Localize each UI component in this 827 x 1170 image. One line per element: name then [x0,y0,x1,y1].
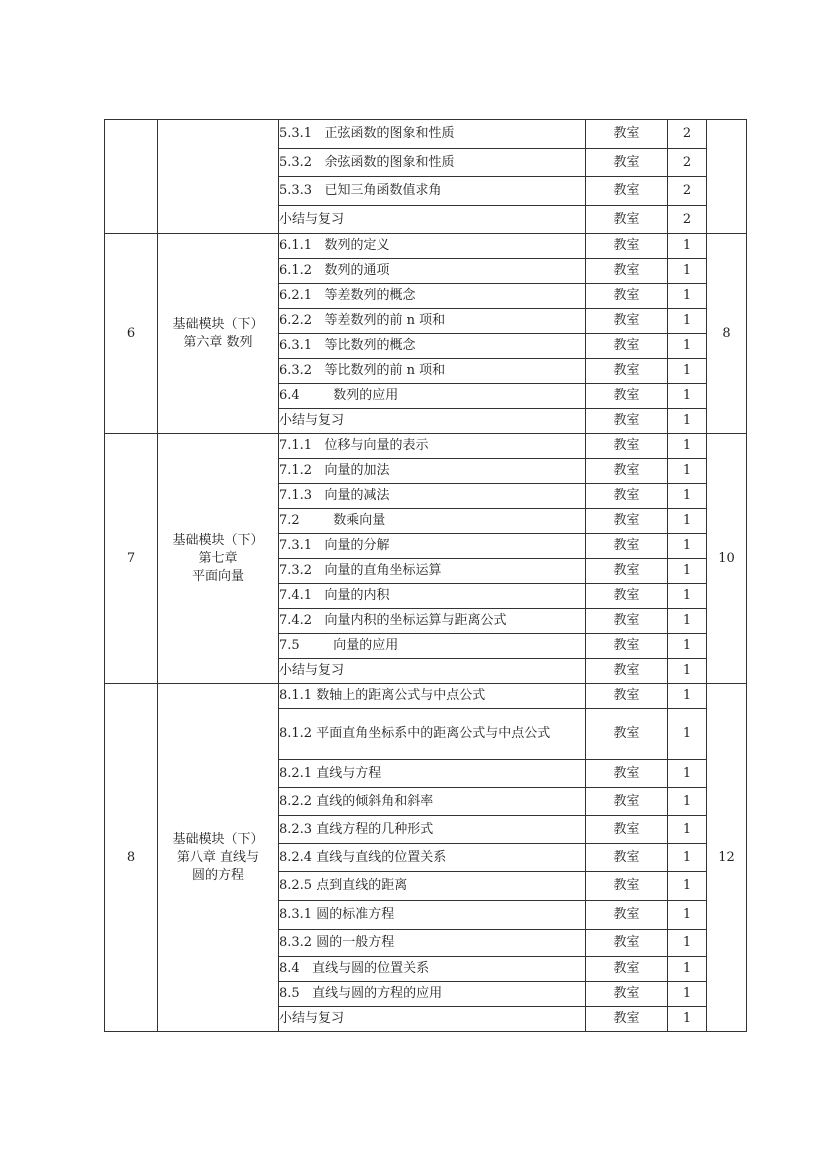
unit-line: 基础模块（下） [172,316,264,332]
place-cell: 教室 [586,534,668,559]
hours-cell: 1 [668,709,707,760]
lesson-cell [279,930,586,957]
lesson-cell [279,659,586,684]
unit-line: 第八章 直线与 [176,849,260,865]
lesson-cell [279,149,586,177]
lesson-code: 6.3.1 [279,338,313,353]
lesson-code: 7.1.2 [279,463,313,478]
place-cell: 教室 [586,816,668,844]
place-cell: 教室 [586,434,668,459]
unit-cell [158,234,279,434]
lesson-cell [279,206,586,234]
lesson-cell [279,844,586,872]
lesson-code: 8.2.2 [279,793,313,809]
lesson-title: 点到直线的距离 [316,878,408,893]
hours-cell: 1 [668,760,707,788]
lesson-code: 8.5 [279,986,300,1001]
lesson-cell [279,788,586,816]
lesson-cell [279,901,586,930]
lesson-title: 等差数列的前 n 项和 [324,313,446,328]
place-cell: 教室 [586,957,668,982]
place-cell: 教室 [586,659,668,684]
total-hours-cell: 12 [707,684,747,1032]
table-row [105,234,747,259]
lesson-cell [279,234,586,259]
place-cell: 教室 [586,259,668,284]
place-cell: 教室 [586,788,668,816]
place-cell: 教室 [586,177,668,206]
lesson-cell [279,684,586,709]
lesson-code: 6.1.2 [279,263,313,278]
lesson-title: 正弦函数的图象和性质 [324,126,455,141]
lesson-cell [279,459,586,484]
place-cell: 教室 [586,609,668,634]
lesson-title: 向量的加法 [324,463,390,478]
hours-cell: 1 [668,559,707,584]
hours-cell: 1 [668,359,707,384]
lesson-cell [279,760,586,788]
place-cell: 教室 [586,334,668,359]
lesson-title: 等比数列的概念 [324,338,416,353]
lesson-code: 8.4 [279,961,300,976]
lesson-code: 7.4.2 [279,613,313,628]
lesson-title: 数乘向量 [333,513,386,528]
lesson-code: 7.1.3 [279,488,313,503]
lesson-title: 数列的通项 [324,263,390,278]
hours-cell: 1 [668,901,707,930]
place-cell: 教室 [586,206,668,234]
lesson-title: 向量的减法 [324,488,390,503]
hours-cell: 1 [668,930,707,957]
lesson-cell [279,709,586,760]
place-cell: 教室 [586,384,668,409]
lesson-code: 8.1.2 [279,726,313,741]
lesson-title: 向量的内积 [324,588,390,603]
hours-cell: 1 [668,684,707,709]
lesson-title: 直线与直线的位置关系 [316,849,447,865]
table-row [105,434,747,459]
hours-cell: 1 [668,234,707,259]
lesson-title: 小结与复习 [279,663,345,678]
place-cell: 教室 [586,1007,668,1032]
hours-cell: 1 [668,384,707,409]
hours-cell: 1 [668,982,707,1007]
lesson-code: 8.2.1 [279,765,313,781]
hours-cell: 1 [668,334,707,359]
unit-cell [158,684,279,1032]
lesson-cell [279,259,586,284]
lesson-code: 7.1.1 [279,438,313,453]
hours-cell: 1 [668,534,707,559]
unit-cell [158,434,279,684]
lesson-title: 小结与复习 [279,413,345,428]
unit-line: 第六章 数列 [183,334,253,350]
lesson-code: 5.3.1 [279,126,313,141]
lesson-code: 6.3.2 [279,363,313,378]
lesson-cell [279,634,586,659]
place-cell: 教室 [586,309,668,334]
place-cell: 教室 [586,559,668,584]
lesson-code: 8.1.1 [279,688,313,703]
lesson-code: 6.1.1 [279,238,313,253]
course-schedule-table [104,119,747,1032]
hours-cell: 2 [668,177,707,206]
lesson-cell [279,1007,586,1032]
total-hours-cell: 8 [707,234,747,434]
hours-cell: 2 [668,206,707,234]
lesson-code: 5.3.2 [279,154,313,170]
lesson-code: 5.3.3 [279,183,313,198]
hours-cell: 1 [668,284,707,309]
lesson-cell [279,334,586,359]
place-cell: 教室 [586,234,668,259]
lesson-cell [279,534,586,559]
lesson-title: 向量的直角坐标运算 [324,563,442,578]
place-cell: 教室 [586,901,668,930]
group-number-cell: 8 [105,684,158,1032]
lesson-code: 8.2.5 [279,878,313,893]
lesson-code: 7.3.2 [279,563,313,578]
table-row [105,684,747,709]
total-hours-cell: 10 [707,434,747,684]
place-cell: 教室 [586,634,668,659]
lesson-code: 7.4.1 [279,588,313,603]
lesson-code: 7.3.1 [279,538,313,553]
lesson-title: 数轴上的距离公式与中点公式 [316,688,486,703]
lesson-cell [279,484,586,509]
hours-cell: 1 [668,409,707,434]
lesson-cell [279,584,586,609]
lesson-code: 6.4 [279,388,300,403]
hours-cell: 1 [668,872,707,901]
lesson-cell [279,509,586,534]
lesson-title: 直线方程的几种形式 [316,821,434,837]
lesson-title: 已知三角函数值求角 [324,183,442,198]
hours-cell: 1 [668,459,707,484]
lesson-title: 向量的应用 [333,638,399,653]
lesson-cell [279,284,586,309]
group-number-cell [105,120,158,234]
lesson-title: 直线的倾斜角和斜率 [316,793,434,809]
place-cell: 教室 [586,982,668,1007]
unit-line: 基础模块（下） [172,532,264,548]
lesson-cell [279,434,586,459]
place-cell: 教室 [586,149,668,177]
hours-cell: 1 [668,434,707,459]
lesson-code: 8.3.1 [279,907,313,922]
group-number-cell: 7 [105,434,158,684]
lesson-cell [279,359,586,384]
lesson-title: 位移与向量的表示 [324,438,429,453]
hours-cell: 1 [668,816,707,844]
hours-cell: 1 [668,844,707,872]
place-cell: 教室 [586,760,668,788]
lesson-cell [279,609,586,634]
lesson-title: 直线与圆的方程的应用 [312,986,443,1001]
place-cell: 教室 [586,484,668,509]
lesson-cell [279,957,586,982]
place-cell: 教室 [586,284,668,309]
place-cell: 教室 [586,409,668,434]
lesson-code: 7.2 [279,513,300,528]
lesson-title: 等差数列的概念 [324,288,416,303]
lesson-title: 余弦函数的图象和性质 [324,154,455,170]
place-cell: 教室 [586,709,668,760]
lesson-title: 直线与圆的位置关系 [312,961,430,976]
place-cell: 教室 [586,459,668,484]
lesson-title: 平面直角坐标系中的距离公式与中点公式 [316,726,551,741]
lesson-cell [279,120,586,149]
lesson-title: 向量的分解 [324,538,390,553]
hours-cell: 1 [668,259,707,284]
hours-cell: 1 [668,309,707,334]
hours-cell: 2 [668,149,707,177]
group-number-cell: 6 [105,234,158,434]
hours-cell: 1 [668,1007,707,1032]
place-cell: 教室 [586,509,668,534]
hours-cell: 1 [668,957,707,982]
unit-cell [158,120,279,234]
lesson-code: 8.2.4 [279,849,313,865]
hours-cell: 1 [668,609,707,634]
lesson-code: 6.2.2 [279,313,313,328]
place-cell: 教室 [586,930,668,957]
hours-cell: 1 [668,659,707,684]
unit-line: 圆的方程 [191,867,244,883]
hours-cell: 1 [668,484,707,509]
hours-cell: 1 [668,509,707,534]
lesson-cell [279,384,586,409]
place-cell: 教室 [586,584,668,609]
lesson-cell [279,816,586,844]
lesson-title: 数列的应用 [333,388,399,403]
hours-cell: 1 [668,788,707,816]
place-cell: 教室 [586,872,668,901]
lesson-cell [279,559,586,584]
place-cell: 教室 [586,120,668,149]
lesson-cell [279,872,586,901]
lesson-code: 6.2.1 [279,288,313,303]
unit-line: 基础模块（下） [172,831,264,847]
lesson-code: 8.3.2 [279,935,313,950]
hours-cell: 1 [668,634,707,659]
lesson-title: 等比数列的前 n 项和 [324,363,446,378]
lesson-title: 直线与方程 [316,765,382,781]
lesson-code: 8.2.3 [279,821,313,837]
lesson-title: 圆的标准方程 [316,907,395,922]
table-row [105,120,747,149]
lesson-cell [279,309,586,334]
unit-line: 平面向量 [191,568,244,584]
lesson-cell [279,177,586,206]
total-hours-cell [707,120,747,234]
lesson-title: 圆的一般方程 [316,935,395,950]
place-cell: 教室 [586,684,668,709]
lesson-cell [279,409,586,434]
lesson-title: 数列的定义 [324,238,390,253]
unit-line: 第七章 [198,550,238,566]
lesson-code: 7.5 [279,638,300,653]
place-cell: 教室 [586,844,668,872]
hours-cell: 2 [668,120,707,149]
lesson-title: 向量内积的坐标运算与距离公式 [324,613,507,628]
lesson-title: 小结与复习 [279,1011,345,1026]
hours-cell: 1 [668,584,707,609]
lesson-title: 小结与复习 [279,211,345,227]
lesson-cell [279,982,586,1007]
place-cell: 教室 [586,359,668,384]
